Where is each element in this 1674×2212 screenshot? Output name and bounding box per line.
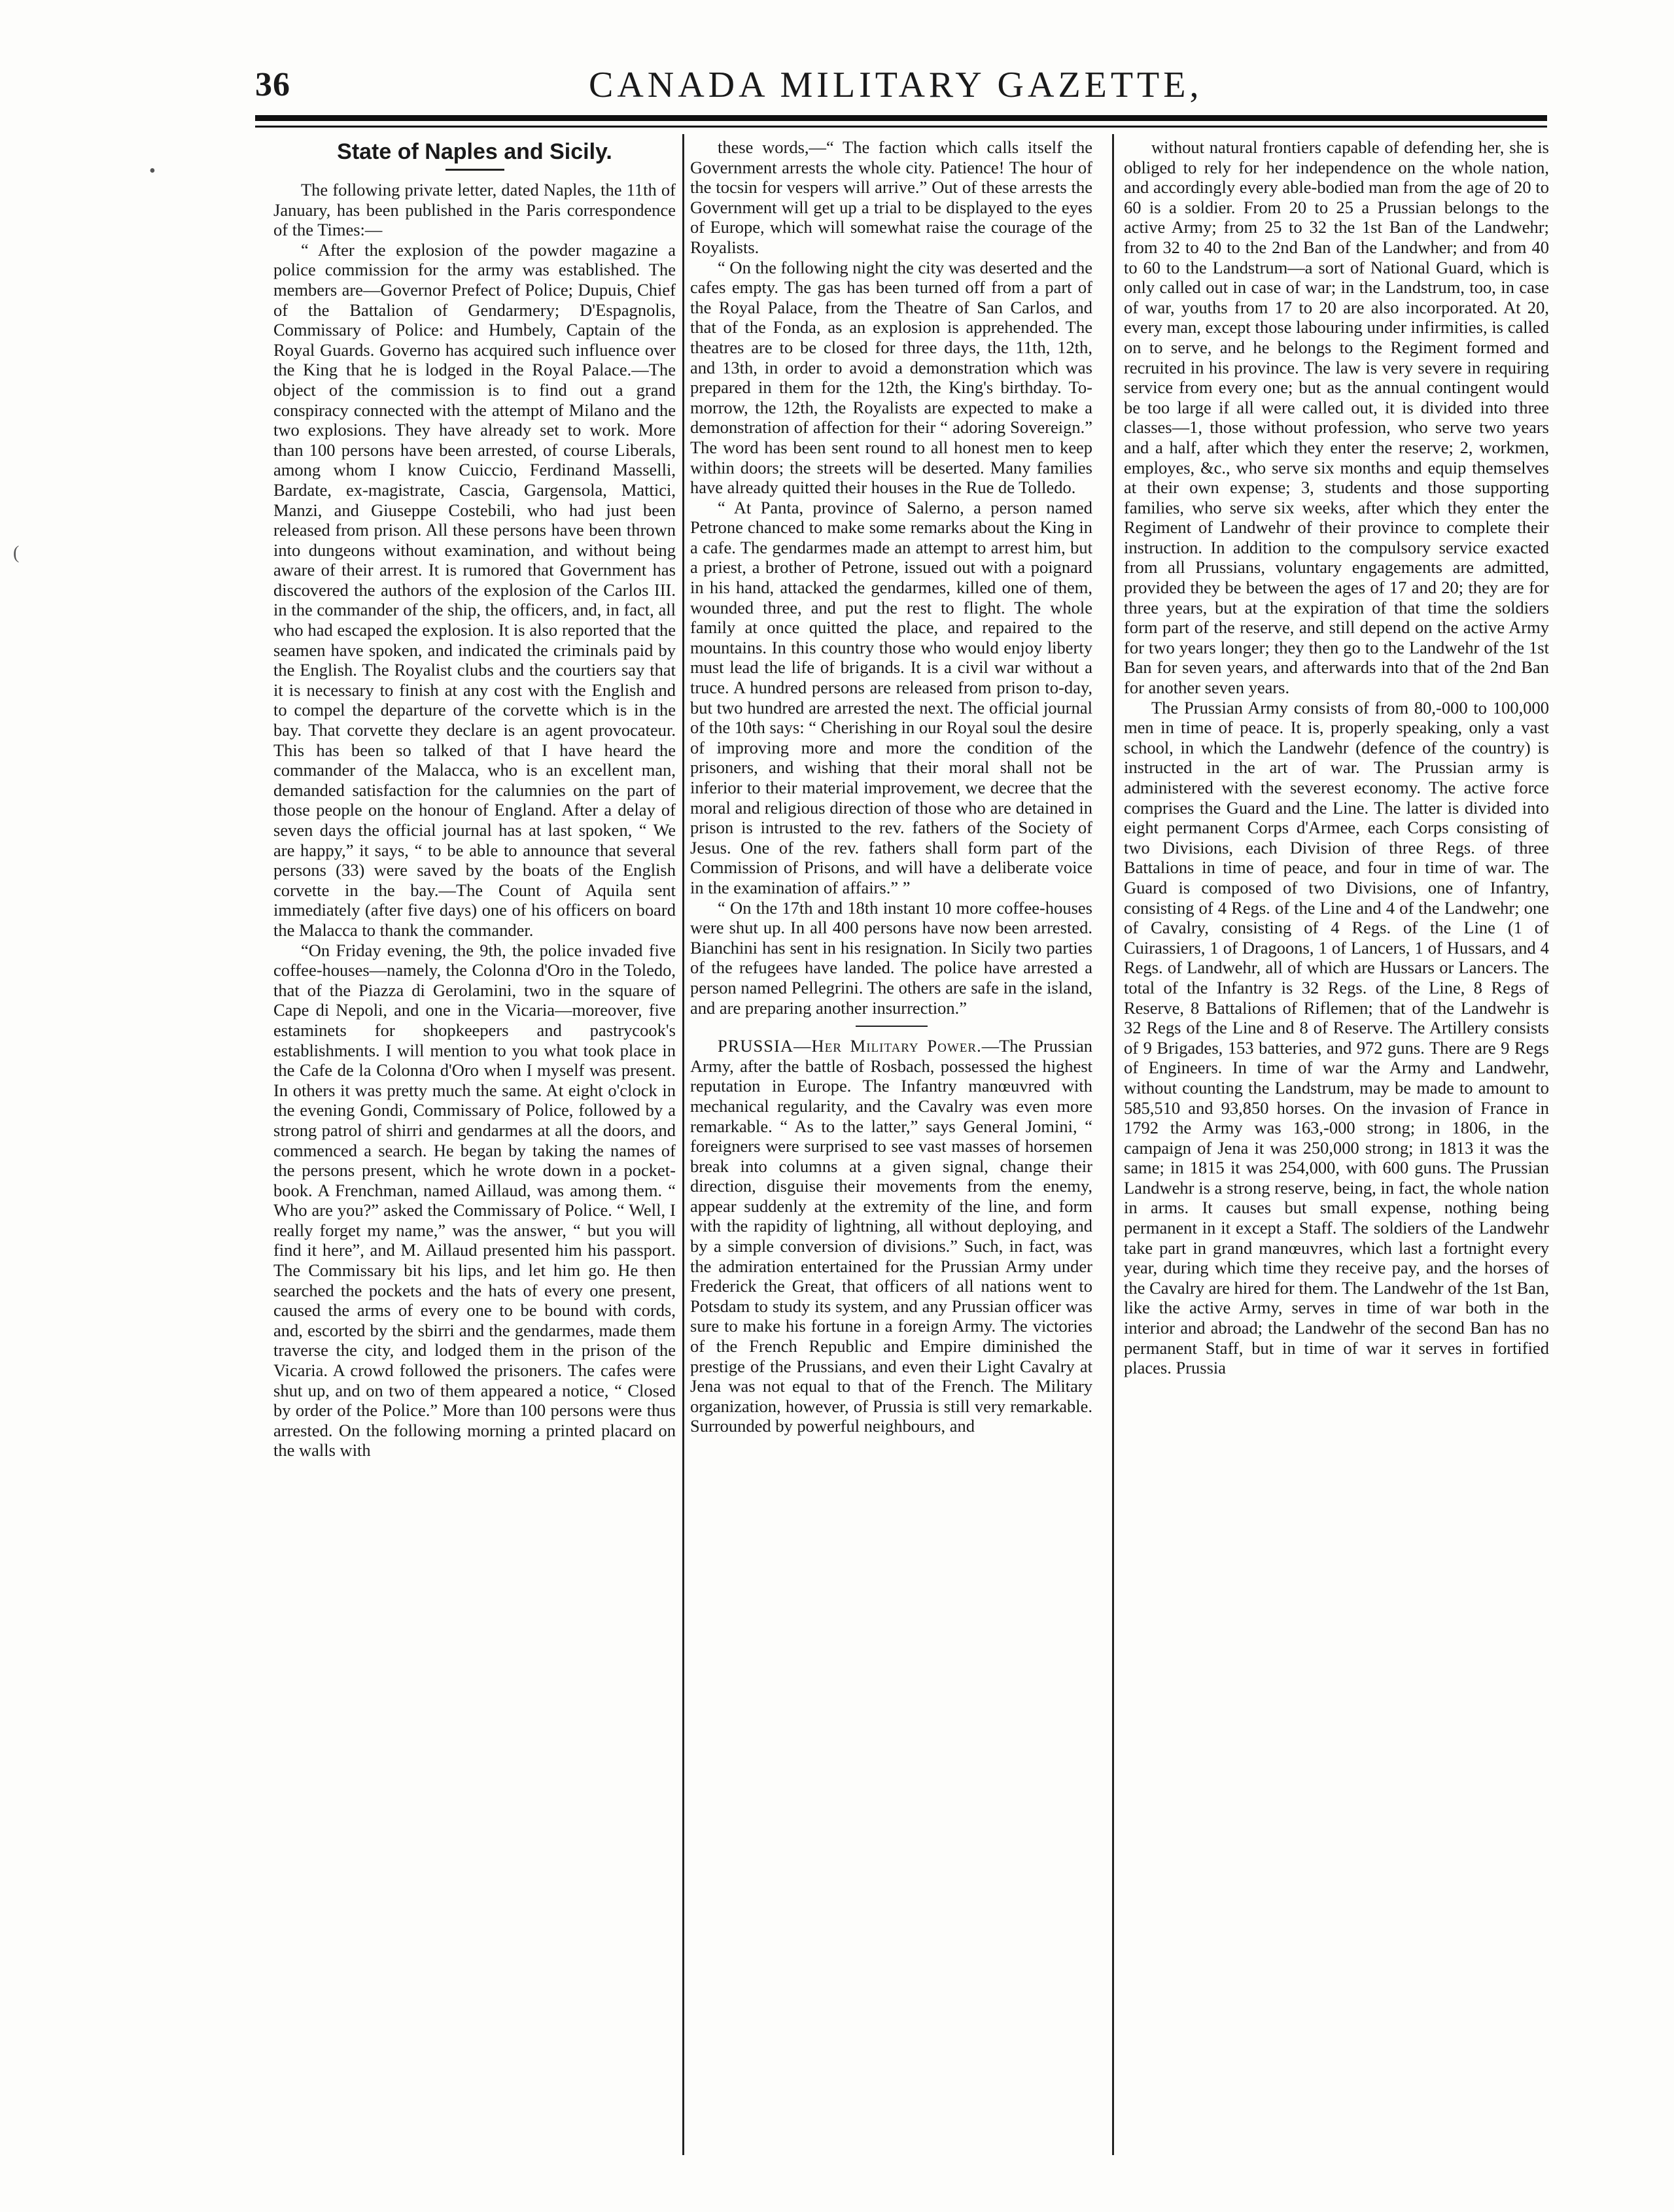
- paragraph: “On Friday evening, the 9th, the police invaded five coffee-houses—namely, the Colonna d'Oro in the Toledo, that of the Piazza di Gerolamini, two in the square of Cape di Nepoli, and one in the Vicaria—moreover, five estaminets for shopkeepers and pastrycook's establishments. I will mention to you what took place in the Cafe de la Colonna d'Oro when I myself was present. In others it was pretty much the same. At eight o'clock in the evening Gondi, Commissary of Police, followed by a strong patrol of shirri and gendarmes at all the doors, and commenced a search. He began by taking the names of the persons present, which he wrote down in a pocket-book. A Frenchman, named Aillaud, was among them. “ Who are you?” asked the Commissary of Police. “ Well, I really forget my name,” was the answer, “ but you will find it here”, and M. Aillaud presented him his passport. The Commissary bit his lips, and let him go. He then searched the pockets and the hats of every one present, caused the arms of every one to be bound with cords, and, escorted by the sbirri and the gendarmes, made them traverse the city, and lodged them in the prison of the Vicaria. A crowd followed the prisoners. The cafes were shut up, and on two of them appeared a notice, “ Closed by order of the Police.” More than 100 persons were thus arrested. On the following morning a printed placard on the walls with: [273, 940, 676, 1460]
- paragraph: The Prussian Army consists of from 80,-000 to 100,000 men in time of peace. It is, properly speaking, only a vast school, in which the Landwehr (defence of the country) is instructed in the art of war. The Prussian army is administered with the severest economy. The active force comprises the Guard and the Line. The latter is divided into eight permanent Corps d'Armee, each Corps consisting of two Divisions, each Division of three Regs. of three Battalions in time of peace, and four in time of war. The Guard is composed of two Divisions, one of Infantry, consisting of 4 Regs. of the Line and 4 of the Landwehr; one of Cavalry, consisting of 4 Regs. of the Line (1 of Cuirassiers, 1 of Dragoons, 1 of Lancers, 1 of Hussars, and 4 Regs. of Landwehr, all of which are Hussars or Lancers. The total of the Infantry is 32 Regs. of the Line, 8 Regs of Reserve, 8 Battalions of Riflemen; that of the Landwehr is 32 Regs of the Line and 8 of Reserve. The Artillery consists of 9 Brigades, 153 batteries, and 972 guns. There are 9 Regs of Engineers. In time of war the Army and Landwehr, without counting the Landstrum, may be made to amount to 585,510 and 93,850 horses. On the invasion of France in 1792 the Army was 163,-000 strong; in 1806, in the campaign of Jena it was 250,000 strong; in 1813 it was the same; in 1815 it was 254,000, with 600 guns. The Prussian Landwehr is a strong reserve, being, in fact, the whole nation in arms. It causes but small expense, nothing being permanent in it except a Staff. The soldiers of the Landwehr take part in grand manœuvres, which last a fortnight every year, during which time they receive pay, and the horses of the Cavalry are hired for them. The Landwehr of the 1st Ban, like the active Army, serves in time of war both in the interior and abroad; the Landwehr of the second Ban has no permanent Staff, but in time of war it serves in fortified places. Prussia: [1124, 697, 1549, 1378]
- margin-speck: •: [149, 161, 156, 181]
- page-number: 36: [255, 66, 290, 103]
- column-divider: [1112, 134, 1114, 2155]
- paragraph: “ On the following night the city was deserted and the cafes empty. The gas has been turned off from a part of the Royal Palace, from the Theatre of San Carlos, and that of the Fonda, as an explosion is apprehended. The theatres are to be closed for three days, the 11th, 12th, and 13th, in order to avoid a demonstration which was prepared in them for the 12th, the King's birthday. To-morrow, the 12th, the Royalists are expected to make a demonstration of affection for their “ adoring Sovereign.” The word has been sent round to all honest men to keep within doors; the streets will be deserted. Many families have already quitted their houses in the Rue de Tolledo.: [690, 257, 1092, 498]
- column-1: [273, 137, 676, 2152]
- column-2: [690, 137, 1092, 2152]
- column-divider: [682, 134, 684, 2155]
- masthead-rule-thick: [255, 115, 1547, 121]
- paragraph: these words,—“ The faction which calls itself the Government arrests the whole city. Patience! The hour of the tocsin for vespers will arrive.” Out of these arrests the Government will get up a trial to be displayed to the eyes of Europe, which will somewhat raise the courage of the Royalists.: [690, 137, 1092, 257]
- margin-bracket-mark: (: [13, 543, 20, 563]
- paragraph: “ At Panta, province of Salerno, a person named Petrone chanced to make some remarks about the King in a cafe. The gendarmes made an attempt to arrest him, but a priest, a brother of Petrone, issued out with a poignard in his hand, attacked the gendarmes, killed one of them, wounded three, and put the rest to flight. The whole family at once quitted the place, and repaired to the mountains. In this country those who would enjoy liberty must lead the life of brigands. It is a civil war without a truce. A hundred persons are released from prison to-day, but two hundred are arrested the next. The official journal of the 10th says: “ Cherishing in our Royal soul the desire of improving more and more the condition of the prisoners, and wishing that their moral shall not be inferior to their material improvement, we decree that the moral and religious direction of those who are detained in prison is intrusted to the rev. fathers of the Society of Jesus. One of the rev. fathers shall form part of the Commission of Prisons, and will have a deliberate voice in the examination of affairs.” ”: [690, 497, 1092, 897]
- paragraph: The following private letter, dated Naples, the 11th of January, has been published in the Paris correspondence of the Times:—: [273, 180, 676, 240]
- column-3: [1124, 137, 1549, 2152]
- prussia-paragraph: [690, 1036, 1092, 1436]
- headline-rule: [445, 169, 504, 171]
- paragraph: without natural frontiers capable of defending her, she is obliged to rely for her independence on the whole nation, and accordingly every able-bodied man from the age of 20 to 60 is a soldier. From 20 to 25 a Prussian belongs to the active Army; from 25 to 32 the 1st Ban of the Landwehr; from 32 to 40 to the 2nd Ban of the Landwher; and from 40 to 60 to the Landstrum—a sort of National Guard, which is only called out in case of war; in the Landstrum, too, in case of war, youths from 17 to 20 are also incorporated. At 20, every man, except those labouring under infirmities, is called on to serve, and he belongs to the Regiment formed and recruited in his province. The law is very severe in requiring service from every one; but as the annual contingent would be too large if all were called out, it is divided into three classes—1, those without profession, who serve two years and a half, after which they enter the reserve; 2, workmen, employes, &c., who serve six months and equip themselves at their own expense; 3, students and those supporting families, who serve six weeks, after which they enter the Regiment of Landwehr of their province to complete their instruction. In addition to the compulsory service exacted from all Prussians, voluntary engagements are admitted, provided they be between the ages of 17 and 20; they are for three years, but at the expiration of that time the soldiers form part of the reserve, and still depend on the active Army for two years longer; they then go to the Landwehr of the 1st Ban for seven years, and afterwards into that of the 2nd Ban for another seven years.: [1124, 137, 1549, 698]
- article-headline: State of Naples and Sicily.: [337, 139, 612, 164]
- paragraph: “ After the explosion of the powder magazine a police commission for the army was established. The members are—Governor Prefect of Police; Dupuis, Chief of the Battalion of Gendarmery; D'Espagnolis, Commissary of Police: and Humbely, Captain of the Royal Guards. Governo has acquired such influence over the King that he is lodged in the Royal Palace.—The object of the commission is to find out a grand conspiracy connected with the attempt of Milano and the two explosions. They have already set to work. More than 100 persons have been arrested, of course Liberals, among whom I know Cuiccio, Ferdinand Masselli, Bardate, ex-magistrate, Cascia, Gargensola, Mattici, Manzi, and Giuseppe Costebili, who had just been released from prison. All these persons have been thrown into dungeons without examination, and without being aware of their arrest. It is rumored that Government has discovered the authors of the explosion of the Carlos III. in the commander of the ship, the officers, and, in fact, all who had escaped the explosion. It is also reported that the seamen have spoken, and indicated the criminals paid by the English. The Royalist clubs and the courtiers say that it is necessary to finish at any cost with the English and to compel the departure of the corvette which is in the bay. That corvette they declare is an agent provocateur. This has been so talked of that I have heard the commander of the Malacca, who is an excellent man, demanded satisfaction for the calumnies on the part of those people on the honour of England. After a delay of seven days the official journal has at last spoken, “ We are happy,” it says, “ to be able to announce that several persons (33) were saved by the boats of the English corvette in the bay.—The Count of Aquila sent immediately (after five days) one of his officers on board the Malacca to thank the commander.: [273, 239, 676, 940]
- section-title: PRUSSIA—Her Military Power.: [718, 1036, 982, 1056]
- paragraph: “ On the 17th and 18th instant 10 more coffee-houses were shut up. In all 400 persons have now been arrested. Bianchini has sent in his resignation. In Sicily two parties of the refugees have landed. The police have arrested a person named Pellegrini. The others are safe in the island, and are preparing another insurrection.”: [690, 897, 1092, 1018]
- article-end-rule: [856, 1026, 928, 1027]
- paragraph-text: —The Prussian Army, after the battle of Rosbach, possessed the highest reputation in Europe. The Infantry manœuvred with mechanical regularity, and the Cavalry was even more remarkable. “ As to the latter,” says General Jomini, “ foreigners were surprised to see vast masses of horsemen break into columns at a given signal, change their direction, disguise their movements from the enemy, appear suddenly at the extremity of the line, and form with the rapidity of lightning, all without deploying, and by a simple conversion of divisions.” Such, in fact, was the admiration entertained for the Prussian Army under Frederick the Great, that officers of all nations went to Potsdam to study its system, and any Prussian officer was sure to make his fortune in a foreign Army. The victories of the French Republic and Empire diminished the prestige of the Prussians, and even their Light Cavalry at Jena was not equal to that of the French. The Military organization, however, of Prussia is still very remarkable. Surrounded by powerful neighbours, and: [690, 1036, 1092, 1436]
- masthead-rule-thin: [255, 126, 1547, 128]
- masthead-title: CANADA MILITARY GAZETTE,: [589, 65, 1203, 105]
